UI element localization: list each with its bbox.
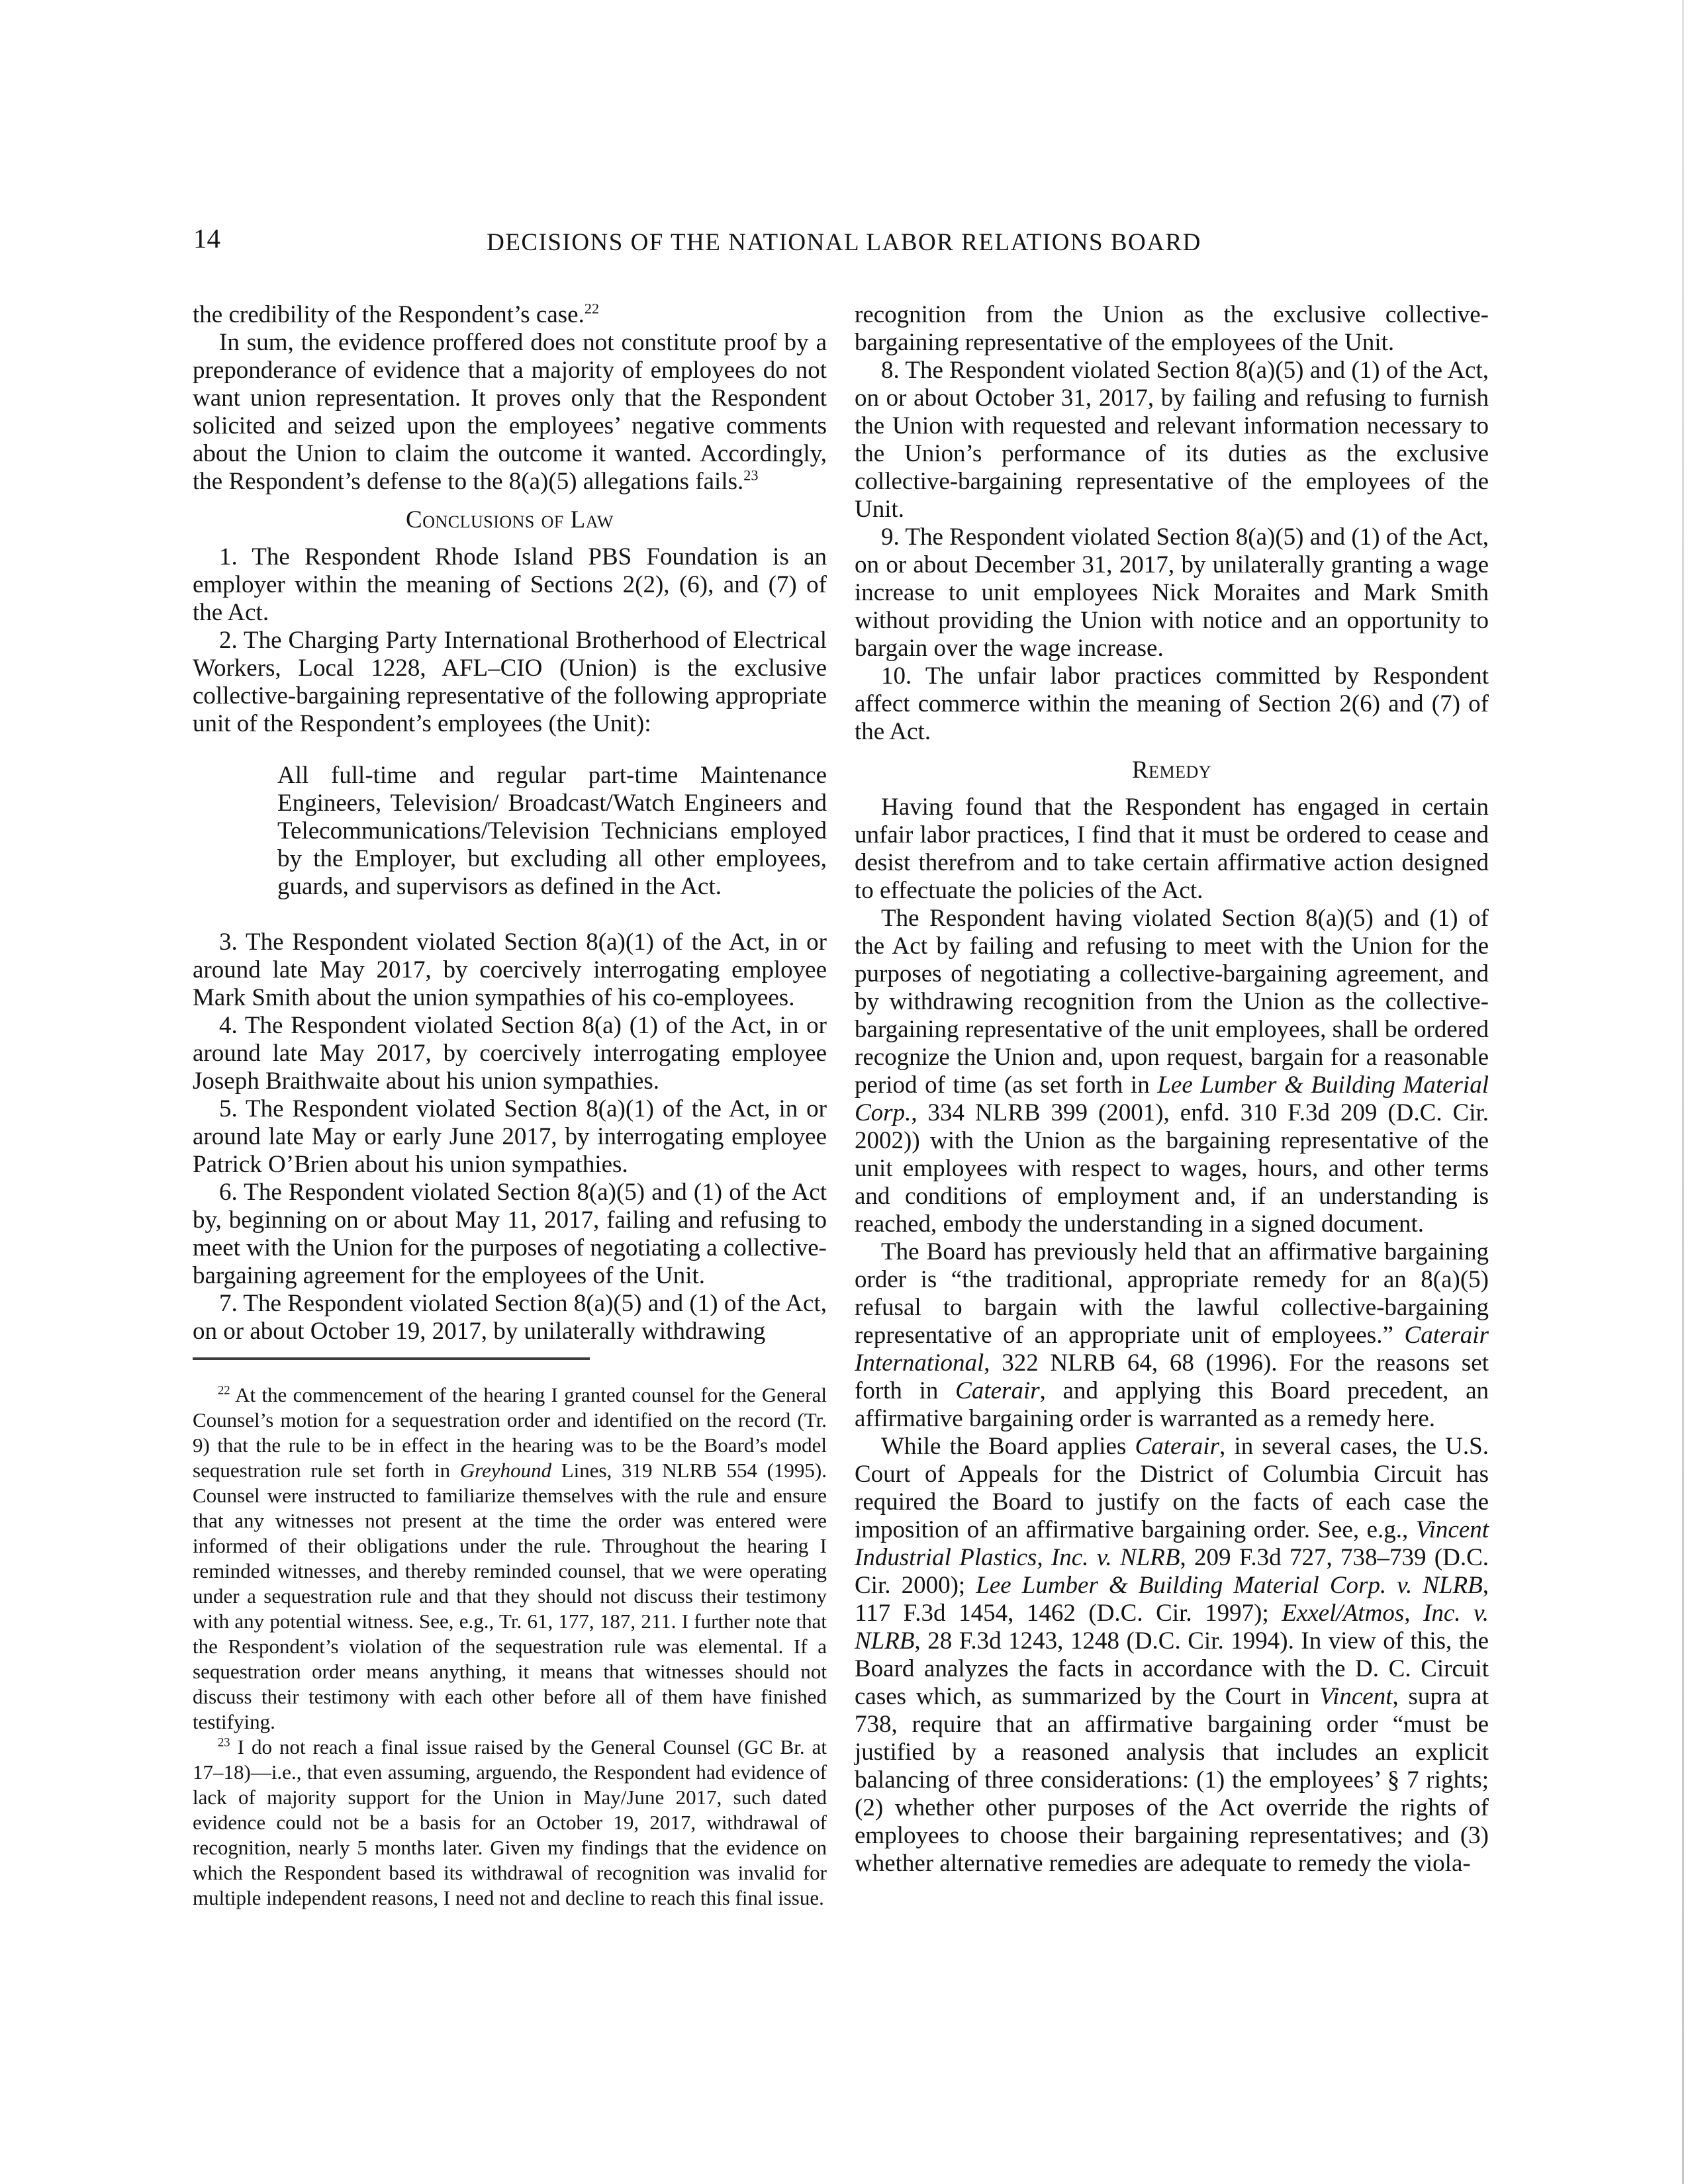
- text-run: The Respondent having violated Section 8(a)(5) and (1) of the Act by failing and refusing to meet with the Union for the purposes of negotiating a collective-bargaining agreement, and by withdrawing recognition from the Union as the collective-bargaining representative of the unit employees, shall be ordered recognize the Union and, upon request, bargain for a reasonable period of time (as set forth in: [855, 905, 1489, 1099]
- footnote-separator: [193, 1357, 590, 1360]
- paragraph: [855, 662, 1489, 746]
- paragraph: [193, 329, 827, 496]
- text-run: 6. The Respondent violated Section 8(a)(5) and (1) of the Act by, beginning on or about May 11, 2017, failing and refusing to meet with the Union for the purposes of negotiating a collective-bargaining agreement for the employees of the Unit.: [193, 1179, 827, 1289]
- footnote: [193, 1383, 827, 1735]
- case-citation: Caterair: [955, 1377, 1040, 1404]
- text-run: , supra at 738, require that an affirmative bargaining order “must be justified by a reasoned analysis that includes an explicit balancing of three considerations: (1) the employees’ § 7 rights; (2) whether other purposes of the Act override the rights of employees to choose their bargaining representatives; and (3) whether alternative remedies are adequate to remedy the viola-: [855, 1683, 1489, 1877]
- text-run: the credibility of the Respondent’s case.: [193, 301, 585, 328]
- paragraph: [193, 543, 827, 627]
- case-citation: Vincent: [1319, 1683, 1393, 1710]
- page-number: 14: [193, 223, 220, 253]
- left-column: [193, 301, 827, 1911]
- text-run: The Board has previously held that an affirmative bargaining order is “the traditional, appropriate remedy for an 8(a)(5) refusal to bargain with the lawful collective-bargaining representative of an appropriate unit of employees.”: [855, 1238, 1489, 1349]
- text-run: Remedy: [1131, 756, 1212, 784]
- text-run: Having found that the Respondent has engaged in certain unfair labor practices, I find that it must be ordered to cease and desist therefrom and to take certain affirmative action designed to effectuate the policies of the Act.: [855, 794, 1489, 904]
- paragraph: [855, 523, 1489, 662]
- text-run: In sum, the evidence proffered does not constitute proof by a preponderance of evidence that a majority of employees do not want union representation. It proves only that the Respondent solicited and seized upon the employees’ negative comments about the Union to claim the outcome it wanted. Accordingly, the Respondent’s defense to the 8(a)(5) allegations fails.: [193, 329, 827, 495]
- text-run: 5. The Respondent violated Section 8(a)(1) of the Act, in or around late May or early June 2017, by interrogating employee Patrick O’Brien about his union sympathies.: [193, 1095, 827, 1178]
- section-heading: [855, 756, 1489, 784]
- footnote-marker: 23: [218, 1735, 230, 1750]
- text-run: At the commencement of the hearing I granted counsel for the General Counsel’s motion for a sequestration order and identified on the record (Tr. 9) that the rule to be in effect in the hearing was to be the Board’s model sequestration rule set forth in: [193, 1383, 827, 1482]
- footnote-reference: 22: [584, 300, 600, 317]
- case-citation: Vincent Industrial Plastics, Inc. v. NLRB: [855, 1516, 1489, 1571]
- case-citation: Lee Lumber & Building Material Corp. v. NLRB: [976, 1572, 1483, 1599]
- text-run: 9. The Respondent violated Section 8(a)(5) and (1) of the Act, on or about December 31, 2017, by unilaterally granting a wage increase to unit employees Nick Moraites and Mark Smith without providing the Union with notice and an opportunity to bargain over the wage increase.: [855, 523, 1489, 662]
- text-run: Conclusions of Law: [406, 506, 614, 533]
- case-citation: Exxel/Atmos, Inc. v. NLRB: [855, 1600, 1489, 1655]
- paragraph: [193, 1290, 827, 1345]
- paragraph: [193, 1179, 827, 1290]
- text-run: , 334 NLRB 399 (2001), enfd. 310 F.3d 209 (D.C. Cir. 2002)) with the Union as the bargaining representative of the unit employees with respect to wages, hours, and other terms and conditions of employment and, if an understanding is reached, embody the understanding in a signed document.: [855, 1099, 1489, 1238]
- paragraph: [193, 929, 827, 1012]
- text-run: I do not reach a final issue raised by the General Counsel (GC Br. at 17–18)—i.e., that even assuming, arguendo, the Respondent had evidence of lack of majority support for the Union in May/June 2017, such dated evidence could not be a basis for an October 19, 2017, withdrawal of recognition, nearly 5 months later. Given my findings that the evidence on which the Respondent based its withdrawal of recognition was invalid for multiple independent reasons, I need not and decline to reach this final issue.: [193, 1735, 827, 1909]
- paragraph: [855, 301, 1489, 357]
- text-run: , 322 NLRB 64, 68 (1996). For the reasons set forth in: [855, 1349, 1489, 1404]
- text-run: 3. The Respondent violated Section 8(a)(1) of the Act, in or around late May 2017, by coercively interrogating employee Mark Smith about the union sympathies of his co-employees.: [193, 929, 827, 1011]
- text-run: Lines, 319 NLRB 554 (1995). Counsel were instructed to familiarize themselves with the rule and ensure that any witnesses not present at the time the order was entered were informed of their obligations under the rule. Throughout the hearing I reminded witnesses, and thereby reminded counsel, that we were operating under a sequestration rule and that they should not discuss their testimony with any potential witness. See, e.g., Tr. 61, 177, 187, 211. I further note that the Respondent’s violation of the sequestration rule was elemental. If a sequestration order means anything, it means that witnesses should not discuss their testimony with each other before all of them have finished testifying.: [193, 1459, 827, 1733]
- text-run: 10. The unfair labor practices committed by Respondent affect commerce within the meaning of Section 2(6) and (7) of the Act.: [855, 662, 1489, 745]
- scan-edge-line: [1682, 0, 1684, 2184]
- text-run: , in several cases, the U.S. Court of Appeals for the District of Columbia Circuit has required the Board to justify on the facts of each case the imposition of an affirmative bargaining order. See, e.g.,: [855, 1433, 1489, 1543]
- text-run: recognition from the Union as the exclusive collective-bargaining representative of the employees of the Unit.: [855, 301, 1489, 356]
- text-run: 2. The Charging Party International Brotherhood of Electrical Workers, Local 1228, AFL–CIO (Union) is the exclusive collective-bargaining representative of the following appropriate unit of the Respondent’s employees (the Unit):: [193, 627, 827, 737]
- footnote-reference: 23: [743, 467, 759, 484]
- paragraph: [193, 301, 827, 329]
- case-citation: Greyhound: [459, 1459, 552, 1482]
- paragraph: [277, 762, 827, 901]
- paragraph: [193, 1012, 827, 1095]
- paragraph: [193, 627, 827, 738]
- paragraph: [193, 1095, 827, 1179]
- right-column: [855, 301, 1489, 1878]
- right-column-body: [855, 301, 1489, 1878]
- text-run: 8. The Respondent violated Section 8(a)(5) and (1) of the Act, on or about October 31, 2017, by failing and refusing to furnish the Union with requested and relevant information necessary to the Union’s performance of its duties as the exclusive collective-bargaining representative of the employees of the Unit.: [855, 357, 1489, 523]
- text-run: , and applying this Board precedent, an affirmative bargaining order is warranted as a remedy here.: [855, 1377, 1489, 1432]
- text-run: All full-time and regular part-time Maintenance Engineers, Television/ Broadcast/Watch Engineers and Telecommunications/Television Technicians employed by the Employer, but excluding all other employees, guards, and supervisors as defined in the Act.: [277, 762, 827, 900]
- text-run: 1. The Respondent Rhode Island PBS Foundation is an employer within the meaning of Sections 2(2), (6), and (7) of the Act.: [193, 543, 827, 626]
- footnote: [193, 1735, 827, 1911]
- text-run: , 28 F.3d 1243, 1248 (D.C. Cir. 1994). In view of this, the Board analyzes the facts in accordance with the D. C. Circuit cases which, as summarized by the Court in: [855, 1627, 1489, 1710]
- paragraph: [855, 1238, 1489, 1433]
- section-heading: [193, 506, 827, 534]
- paragraph: [855, 905, 1489, 1238]
- text-run: 7. The Respondent violated Section 8(a)(5) and (1) of the Act, on or about October 19, 2017, by unilaterally withdrawing: [193, 1290, 827, 1345]
- case-citation: Caterair International: [855, 1322, 1489, 1377]
- case-citation: Lee Lumber & Building Material Corp.: [855, 1071, 1489, 1126]
- text-run: , 117 F.3d 1454, 1462 (D.C. Cir. 1997);: [855, 1572, 1489, 1627]
- case-citation: Caterair: [1135, 1433, 1219, 1460]
- running-header: DECISIONS OF THE NATIONAL LABOR RELATIONS BOARD: [487, 229, 1201, 256]
- footnote-marker: 22: [218, 1383, 230, 1398]
- paragraph: [855, 357, 1489, 523]
- footnotes: [193, 1383, 827, 1911]
- paragraph: [855, 794, 1489, 905]
- text-run: 4. The Respondent violated Section 8(a) (1) of the Act, in or around late May 2017, by coercively interrogating employee Joseph Braithwaite about his union sympathies.: [193, 1012, 827, 1095]
- text-run: While the Board applies: [881, 1433, 1135, 1460]
- text-run: , 209 F.3d 727, 738–739 (D.C. Cir. 2000);: [855, 1544, 1489, 1599]
- paragraph: [855, 1433, 1489, 1878]
- left-column-body: [193, 301, 827, 1345]
